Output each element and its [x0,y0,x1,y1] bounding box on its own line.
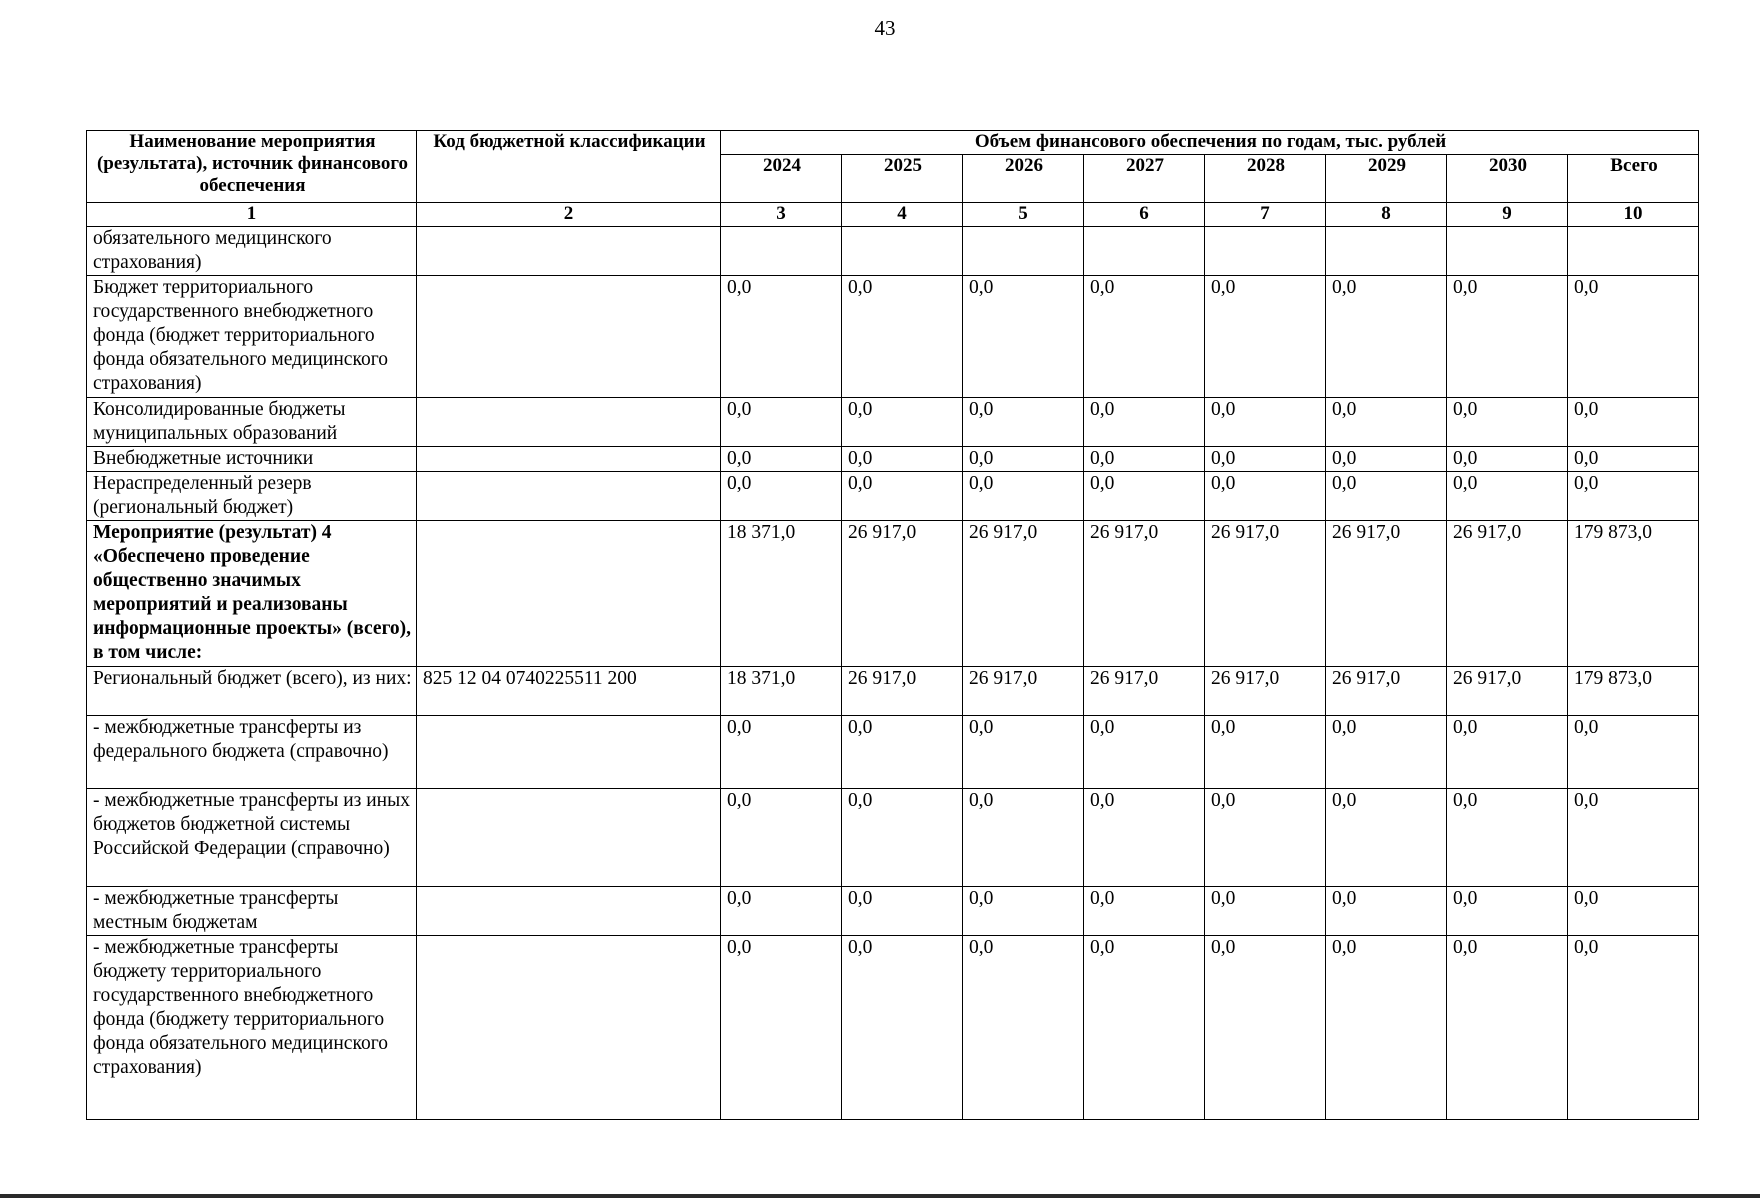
row-value-cell: 0,0 [1326,789,1447,887]
row-value-cell [963,227,1084,276]
row-value-cell: 0,0 [1326,398,1447,447]
row-value-cell: 0,0 [842,887,963,936]
row-value-cell: 26 917,0 [1205,521,1326,667]
row-code-cell [417,936,721,1120]
row-value-cell [1326,227,1447,276]
row-total-cell [1568,227,1699,276]
row-value-cell: 0,0 [963,276,1084,398]
row-value-cell: 0,0 [1084,789,1205,887]
row-code-cell [417,398,721,447]
row-value-cell: 26 917,0 [1447,667,1568,716]
row-value-cell: 0,0 [963,447,1084,472]
row-value-cell [1447,227,1568,276]
table-row [87,447,1699,472]
table-row [87,472,1699,521]
row-code-cell [417,521,721,667]
row-value-cell: 0,0 [1084,887,1205,936]
row-value-cell: 18 371,0 [721,667,842,716]
row-value-cell: 0,0 [1205,887,1326,936]
column-number: 1 [87,203,417,227]
row-value-cell: 26 917,0 [963,521,1084,667]
row-name-cell: Региональный бюджет (всего), из них: [87,667,417,716]
row-value-cell: 0,0 [1326,447,1447,472]
page-number: 43 [874,16,896,40]
row-value-cell: 0,0 [842,276,963,398]
row-value-cell: 0,0 [963,472,1084,521]
row-value-cell: 0,0 [1084,398,1205,447]
table-row [87,398,1699,447]
row-value-cell: 0,0 [1205,716,1326,789]
row-value-cell: 0,0 [963,887,1084,936]
column-number: 9 [1447,203,1568,227]
table-row [87,276,1699,398]
row-name-cell: - межбюджетные трансферты из федерального бюджета (справочно) [87,716,417,789]
row-value-cell: 0,0 [963,789,1084,887]
row-total-cell: 0,0 [1568,716,1699,789]
row-code-cell [417,227,721,276]
row-name-cell: обязательного медицинского страхования) [87,227,417,276]
table-header [87,131,1699,227]
header-year: 2030 [1447,155,1568,203]
row-value-cell: 26 917,0 [842,667,963,716]
row-name-cell: - межбюджетные трансферты из иных бюджетов бюджетной системы Российской Федерации (справочно) [87,789,417,887]
header-year: 2026 [963,155,1084,203]
row-value-cell: 0,0 [963,936,1084,1120]
row-value-cell: 0,0 [1205,447,1326,472]
row-value-cell [1205,227,1326,276]
row-value-cell: 18 371,0 [721,521,842,667]
header-year: 2027 [1084,155,1205,203]
table-row [87,521,1699,667]
row-value-cell: 26 917,0 [963,667,1084,716]
column-number: 10 [1568,203,1699,227]
header-volume-group: Объем финансового обеспечения по годам, тыс. рублей [721,131,1699,155]
row-total-cell: 0,0 [1568,276,1699,398]
row-value-cell: 26 917,0 [1205,667,1326,716]
row-value-cell: 0,0 [721,716,842,789]
row-name-cell: Нераспределенный резерв (региональный бюджет) [87,472,417,521]
row-value-cell: 0,0 [1205,472,1326,521]
header-total: Всего [1568,155,1699,203]
row-value-cell: 0,0 [1084,716,1205,789]
bottom-scan-edge [0,1194,1760,1198]
row-name-cell: Консолидированные бюджеты муниципальных образований [87,398,417,447]
row-value-cell: 0,0 [963,716,1084,789]
row-total-cell: 0,0 [1568,887,1699,936]
row-name-cell: Мероприятие (результат) 4 «Обеспечено проведение общественно значимых мероприятий и реализованы информационные проекты» (всего), в том числе: [87,521,417,667]
row-value-cell: 0,0 [721,472,842,521]
row-value-cell: 0,0 [1084,276,1205,398]
row-value-cell: 26 917,0 [1084,667,1205,716]
row-value-cell: 0,0 [1205,789,1326,887]
row-value-cell: 0,0 [842,789,963,887]
column-number: 6 [1084,203,1205,227]
table-row [87,887,1699,936]
header-name-column: Наименование мероприятия (результата), источник финансового обеспечения [87,131,417,203]
table-body [87,227,1699,1120]
column-number: 8 [1326,203,1447,227]
column-number: 2 [417,203,721,227]
row-name-cell: Внебюджетные источники [87,447,417,472]
row-value-cell: 0,0 [1084,472,1205,521]
row-total-cell: 179 873,0 [1568,521,1699,667]
row-value-cell: 0,0 [1447,936,1568,1120]
row-code-cell [417,887,721,936]
row-total-cell: 0,0 [1568,447,1699,472]
row-total-cell: 0,0 [1568,936,1699,1120]
row-value-cell: 0,0 [1326,472,1447,521]
row-value-cell: 0,0 [963,398,1084,447]
row-name-cell: Бюджет территориального государственного внебюджетного фонда (бюджет территориального фонда обязательного медицинского страхования) [87,276,417,398]
row-value-cell [842,227,963,276]
row-value-cell: 0,0 [1447,716,1568,789]
column-number: 5 [963,203,1084,227]
row-value-cell [1084,227,1205,276]
row-value-cell: 0,0 [842,936,963,1120]
header-year: 2029 [1326,155,1447,203]
row-code-cell [417,716,721,789]
row-value-cell: 0,0 [1205,936,1326,1120]
row-value-cell: 26 917,0 [842,521,963,667]
row-total-cell: 0,0 [1568,472,1699,521]
row-value-cell: 0,0 [1326,716,1447,789]
row-value-cell: 26 917,0 [1084,521,1205,667]
row-value-cell: 0,0 [1447,789,1568,887]
row-total-cell: 0,0 [1568,398,1699,447]
column-number: 4 [842,203,963,227]
row-value-cell: 0,0 [1084,936,1205,1120]
row-value-cell: 0,0 [721,887,842,936]
row-value-cell: 26 917,0 [1326,667,1447,716]
row-total-cell: 0,0 [1568,789,1699,887]
row-value-cell: 0,0 [1205,398,1326,447]
row-value-cell: 0,0 [721,447,842,472]
header-code-column: Код бюджетной классификации [417,131,721,203]
row-code-cell [417,472,721,521]
table-row [87,936,1699,1120]
row-value-cell: 0,0 [721,789,842,887]
column-number: 7 [1205,203,1326,227]
row-name-cell: - межбюджетные трансферты бюджету территориального государственного внебюджетного фонда (бюджету территориального фонда обязательного медицинского страхования) [87,936,417,1120]
row-value-cell: 0,0 [842,716,963,789]
row-code-cell [417,447,721,472]
row-value-cell: 0,0 [842,447,963,472]
row-name-cell: - межбюджетные трансферты местным бюджетам [87,887,417,936]
row-value-cell: 0,0 [1447,398,1568,447]
header-year: 2028 [1205,155,1326,203]
table-row [87,716,1699,789]
row-value-cell: 0,0 [721,276,842,398]
column-number: 3 [721,203,842,227]
row-value-cell: 0,0 [842,398,963,447]
row-value-cell: 0,0 [1084,447,1205,472]
row-value-cell: 0,0 [721,936,842,1120]
row-value-cell: 0,0 [1447,472,1568,521]
header-year: 2025 [842,155,963,203]
budget-table [86,130,1699,1120]
row-code-cell [417,276,721,398]
row-total-cell: 179 873,0 [1568,667,1699,716]
row-value-cell: 0,0 [842,472,963,521]
table-row [87,667,1699,716]
row-code-cell [417,789,721,887]
table-row [87,227,1699,276]
row-value-cell: 0,0 [1326,936,1447,1120]
row-value-cell: 0,0 [1447,887,1568,936]
row-value-cell: 0,0 [721,398,842,447]
row-value-cell: 0,0 [1447,447,1568,472]
row-value-cell: 0,0 [1205,276,1326,398]
row-value-cell: 26 917,0 [1326,521,1447,667]
row-value-cell: 0,0 [1447,276,1568,398]
row-code-cell: 825 12 04 0740225511 200 [417,667,721,716]
row-value-cell [721,227,842,276]
table-row [87,789,1699,887]
row-value-cell: 0,0 [1326,887,1447,936]
row-value-cell: 26 917,0 [1447,521,1568,667]
header-year: 2024 [721,155,842,203]
row-value-cell: 0,0 [1326,276,1447,398]
